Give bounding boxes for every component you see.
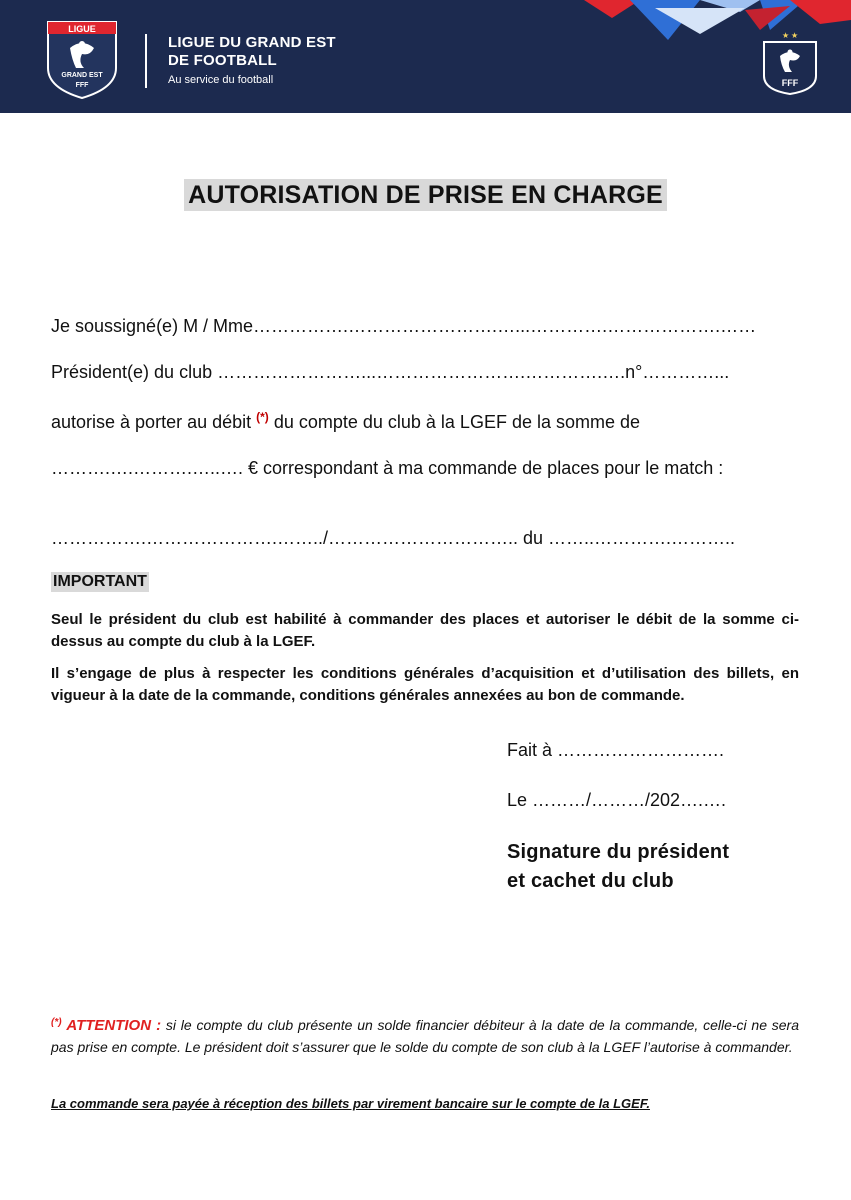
- league-tagline: Au service du football: [168, 74, 274, 86]
- important-label: IMPORTANT: [53, 573, 147, 590]
- shield-fff-text: FFF: [75, 82, 89, 89]
- league-name-line-1: LIGUE DU GRAND EST: [168, 34, 336, 51]
- league-shield-logo: [44, 18, 120, 100]
- header-divider: [145, 34, 147, 88]
- important-paragraph-2: Il s’engage de plus à respecter les conditions générales d’acquisition et d’utilisation des billets, en vigueur à la date de la commande, conditions générales annexées au bon de commande.: [51, 665, 799, 704]
- authorization-line: [51, 410, 640, 433]
- date-line: Le ………/………/202….….: [507, 790, 727, 810]
- match-details-line: …………….………………….……../………………………….. du ……..………….………..: [51, 528, 736, 548]
- badge-text: FFF: [781, 78, 799, 88]
- club-president-line: Président(e) du club ……………………...…………………….………….….n°…………...: [51, 362, 730, 382]
- shield-top-text: LIGUE: [68, 24, 96, 34]
- svg-text:★: ★: [791, 31, 799, 40]
- signature-heading-line-2: et cachet du club: [507, 870, 674, 892]
- amount-line: ……….….……….…..…. € correspondant à ma commande de places pour le match :: [51, 458, 724, 478]
- svg-text:★: ★: [782, 31, 790, 40]
- fff-badge-logo: [760, 30, 820, 96]
- league-name: [168, 34, 336, 70]
- authorization-text-after: du compte du club à la LGEF de la somme de: [268, 412, 641, 432]
- place-line: Fait à ……………………….: [507, 740, 725, 760]
- asterisk-marker: (*): [256, 410, 269, 424]
- document-title-row: [0, 179, 851, 211]
- authorization-text-before: autorise à porter au débit: [51, 412, 257, 432]
- league-name-line-2: DE FOOTBALL: [168, 52, 277, 69]
- important-paragraph-1: Seul le président du club est habilité à commander des places et autoriser le débit de la somme ci-dessus au compte du club à la LGEF.: [51, 611, 799, 650]
- attention-footnote: [51, 1013, 799, 1057]
- document-title: AUTORISATION DE PRISE EN CHARGE: [184, 179, 667, 211]
- signature-heading-line-1: Signature du président: [507, 841, 730, 863]
- signatory-name-line: Je soussigné(e) M / Mme…………….…………………….…...………….……………….……: [51, 316, 757, 336]
- payment-notice: La commande sera payée à réception des billets par virement bancaire sur le compte de la LGEF.: [51, 1096, 650, 1111]
- decorative-triangles: [0, 0, 851, 113]
- shield-bottom-text: GRAND EST: [61, 72, 103, 79]
- footnote-marker: (*): [51, 1017, 62, 1028]
- attention-text: si le compte du club présente un solde financier débiteur à la date de la commande, celle-ci ne sera pas prise en compte. Le président doit s’assurer que le solde du compte de son club à la LGEF l’autorise à commander.: [51, 1017, 799, 1055]
- signature-heading: [507, 838, 729, 896]
- letterhead-banner: [0, 0, 851, 113]
- attention-label: ATTENTION :: [66, 1017, 162, 1034]
